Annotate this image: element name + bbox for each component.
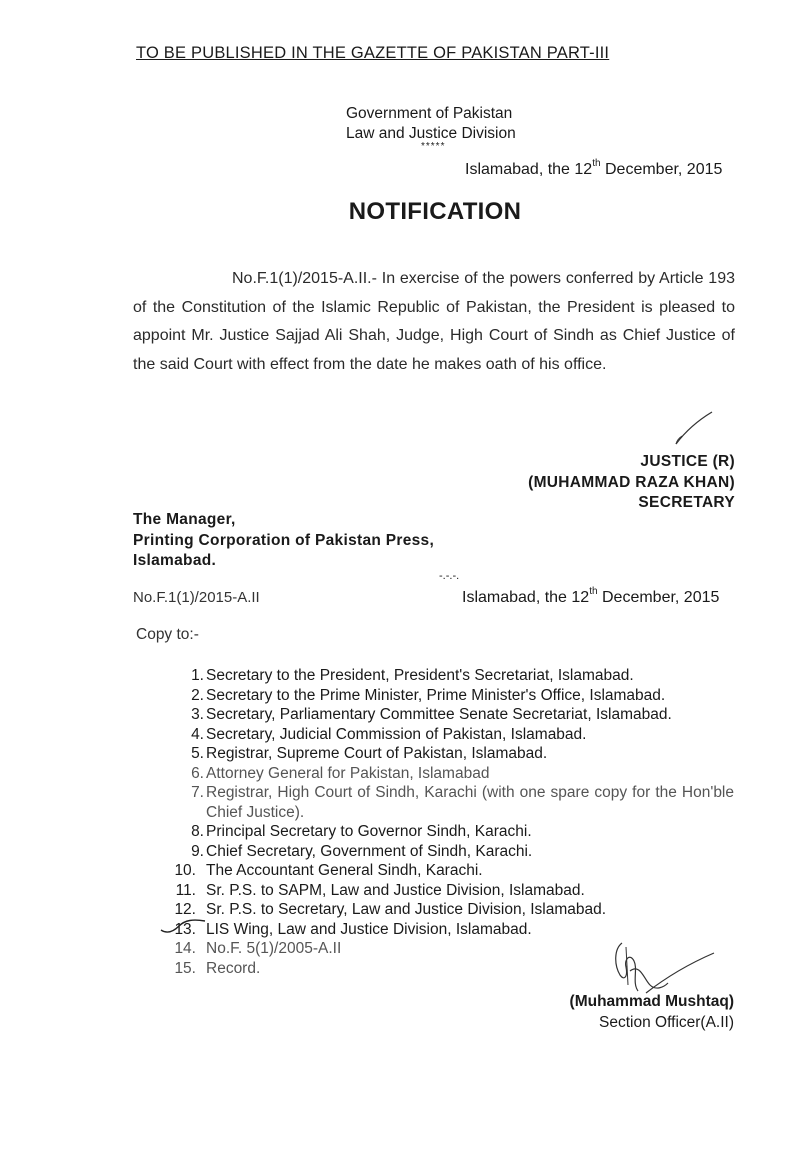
- addressee-block: [133, 510, 434, 572]
- item-number: 4.: [191, 725, 204, 743]
- item-number: 8.: [191, 823, 204, 840]
- date-text: Islamabad, the 12: [462, 589, 590, 606]
- item-number: 14.: [174, 940, 196, 957]
- item-text: Record.: [206, 959, 261, 977]
- notification-date: [465, 157, 723, 179]
- item-text: Sr. P.S. to SAPM, Law and Justice Division, Islamabad.: [206, 881, 585, 899]
- list-item: [170, 822, 734, 842]
- list-item: [170, 842, 734, 862]
- list-item: [170, 725, 734, 745]
- addressee-line: The Manager,: [133, 511, 236, 528]
- list-item: [170, 666, 734, 686]
- list-item: [170, 764, 734, 784]
- item-number: 11.: [175, 881, 196, 899]
- copy-list: [170, 666, 734, 978]
- item-text: Secretary to the Prime Minister, Prime Minister's Office, Islamabad.: [206, 686, 666, 704]
- item-text: Attorney General for Pakistan, Islamabad: [206, 764, 490, 782]
- item-text: The Accountant General Sindh, Karachi.: [206, 862, 483, 879]
- signatory-name: (MUHAMMAD RAZA KHAN): [528, 473, 735, 491]
- item-text: Secretary, Parliamentary Committee Senate Secretariat, Islamabad.: [206, 706, 672, 723]
- page-title: NOTIFICATION: [348, 198, 522, 225]
- stars-separator: *****: [421, 141, 446, 152]
- item-text: No.F. 5(1)/2005-A.II: [206, 940, 342, 957]
- copy-to-label: Copy to:-: [136, 626, 199, 643]
- item-text: Sr. P.S. to Secretary, Law and Justice Division, Islamabad.: [206, 901, 607, 918]
- date-month-year: December, 2015: [597, 589, 720, 606]
- item-number: 13.: [174, 920, 196, 938]
- signatory-title: JUSTICE (R): [640, 453, 735, 470]
- list-item: [170, 744, 734, 764]
- signature-mark: [668, 410, 718, 450]
- date-text: Islamabad, the 12: [465, 161, 593, 178]
- government-line: Government of Pakistan: [346, 105, 513, 122]
- list-item: [170, 861, 734, 881]
- signatory-designation: SECRETARY: [638, 494, 735, 511]
- notification-body: No.F.1(1)/2015-A.II.- In exercise of the powers conferred by Article 193 of the Constitution of the Islamic Republic of Pakistan, the President is pleased to appoint Mr. Justice Sajjad Ali Shah, Judge, High Court of Sindh as Chief Justice of the said Court with effect from the date he makes oath of his office.: [133, 270, 735, 373]
- officer-block: [570, 991, 734, 1033]
- section-separator: -.-.-.: [439, 570, 460, 582]
- copy-date: [462, 585, 720, 607]
- reference-number: No.F.1(1)/2015-A.II: [133, 589, 260, 606]
- tick-mark: [159, 916, 209, 938]
- item-number: 10.: [174, 862, 196, 879]
- item-text: Principal Secretary to Governor Sindh, Karachi.: [206, 823, 532, 840]
- signatory-block: [528, 452, 735, 514]
- date-month-year: December, 2015: [600, 161, 723, 178]
- list-item: [170, 705, 734, 725]
- item-text: Registrar, Supreme Court of Pakistan, Islamabad.: [206, 745, 548, 762]
- item-number: 6.: [191, 764, 204, 782]
- list-item: [170, 686, 734, 706]
- item-number: 9.: [191, 842, 204, 860]
- division-line: Law and Justice Division: [346, 125, 516, 142]
- date-ordinal: th: [592, 157, 601, 169]
- list-item: [170, 783, 734, 822]
- addressee-line: Islamabad.: [133, 552, 217, 569]
- item-number: 12.: [174, 901, 196, 918]
- item-text: LIS Wing, Law and Justice Division, Islamabad.: [206, 920, 532, 938]
- addressee-line: Printing Corporation of Pakistan Press,: [133, 531, 435, 549]
- list-item: [170, 881, 734, 901]
- item-number: 5.: [191, 745, 204, 762]
- item-number: 7.: [191, 784, 204, 801]
- date-ordinal: th: [589, 585, 598, 597]
- item-number: 1.: [191, 667, 204, 684]
- item-number: 2.: [191, 686, 204, 704]
- item-text: Registrar, High Court of Sindh, Karachi (with one spare copy for the Hon'ble Chief Justice).: [206, 784, 734, 821]
- issuing-authority: [346, 104, 516, 144]
- item-number: 15.: [174, 959, 196, 977]
- gazette-heading: TO BE PUBLISHED IN THE GAZETTE OF PAKISTAN PART-III: [136, 44, 610, 62]
- item-text: Chief Secretary, Government of Sindh, Karachi.: [206, 842, 533, 860]
- item-text: Secretary, Judicial Commission of Pakistan, Islamabad.: [206, 725, 587, 743]
- item-number: 3.: [191, 706, 204, 723]
- item-text: Secretary to the President, President's Secretariat, Islamabad.: [206, 667, 634, 684]
- officer-designation: Section Officer(A.II): [599, 1014, 734, 1031]
- list-item: [170, 900, 734, 920]
- officer-name: (Muhammad Mushtaq): [569, 993, 734, 1010]
